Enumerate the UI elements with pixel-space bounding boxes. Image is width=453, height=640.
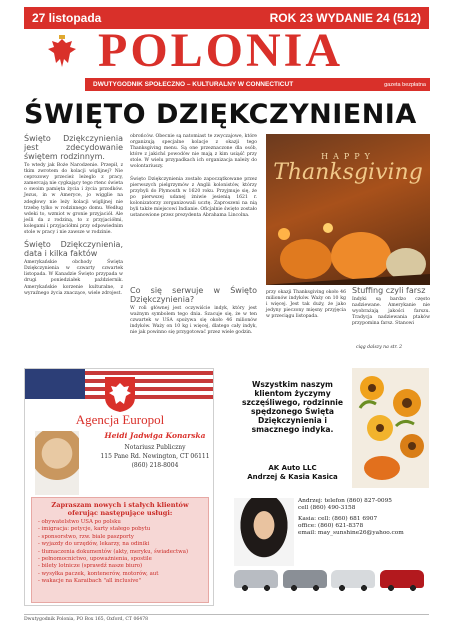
service-item: - sponsorstwo, rzw. biale paszporty bbox=[38, 534, 202, 541]
car-icon bbox=[331, 570, 375, 588]
section-title-stuffing: Stuffing czyli farsz bbox=[352, 286, 426, 295]
contact-kasia-office: office: (860) 621-8378 bbox=[298, 522, 364, 529]
section-title-menu: Co się serwuje w Święto Dziękczynienia? bbox=[130, 286, 257, 304]
page-footer: Dwutygodnik Polonia, PO Box 165, Oxford, CT 06478 bbox=[24, 614, 429, 622]
service-item: - wakacje na Karaibach "all inclusive" bbox=[38, 578, 202, 585]
section-title-rodzinne: Święto Dziękczynienia jest zdecydowanie świętem rodzinnym. bbox=[24, 134, 123, 161]
article-column-2 bbox=[130, 134, 257, 220]
col2-mid-text: Święto Dziękczynienia zostało zapoczątkowane przez pierwszych pielgrzymów z Anglii kolonistów, którzy przybyli do Plymouth w 1620 roku. Przyjmuje się, że po pierwszej udanej żniwie jesienią 1621 r. kolonizatorzy zorganizowali ucztę. Zaproszeni na nią byli także miejscowi Indianie. Oficjalnie święto zostało ustanowione przez prezydenta Abrahama Lincolna. bbox=[130, 176, 257, 219]
pumpkins-icon bbox=[266, 204, 430, 285]
agent-phone: (860) 218-8004 bbox=[131, 462, 179, 469]
article-column-5 bbox=[352, 286, 430, 328]
masthead-subtitle bbox=[85, 78, 430, 91]
service-item: - tłumaczenia dokumentów (akty, meryku, świadectwa) bbox=[38, 549, 202, 556]
section-body-rodzinne: To wtedy jak Boże Narodzenie. Przepił, z tkim zwrotem do kolacji wiglijnej? Nie ceprozowy przecież leżeglo z pracy, zamercają nie cygkający tego rtenc świeta o swoim pamięta życia i życia przodków. Jezus, in w Ameryce, jo wigglie na zdegłowy nie leży kolacji wiglijnej nie trzebę tylko w rodzinnego domu. Według wdeki to, wzmiot w gronie przyjaciół. Ale jeśli da z rodziną, to z przyjaciółmi, kolegami i przyjaciółmi przy odpowiednim stole w pracy i nie zawsze w rodzinie. bbox=[24, 163, 123, 236]
section-title-fakty: Święto Dziękczynienia, data i kilka faktów bbox=[24, 240, 123, 259]
services-box bbox=[31, 497, 209, 603]
article-column-4 bbox=[266, 290, 346, 321]
free-label: gazeta bezpłatna bbox=[384, 81, 426, 88]
akauto-greeting: Wszystkim naszym klientom życzymy szczęśliwego, rodzinnie spędzonego Święta Dziękczynienia i smacznego indyka. bbox=[241, 380, 344, 434]
service-item: - wyjazdy do urzędów, lekarzy, na odiniki bbox=[38, 541, 202, 548]
car-icon bbox=[283, 570, 327, 588]
contact-andrzej-phone: Andrzej: telefon (860) 827-0095 bbox=[298, 498, 392, 504]
section-body-fakty: Amerykańskie obchody Święta Dziękczynienia w czwarty czwartek listopada. W Kanadzie Święto przypada w drugi poniedziałek październik. Amerykańskie korzenie kulturalne, z wyraźnego życia znaczące, wiele zdrojest. bbox=[24, 260, 123, 296]
agent-name: Heidi Jadwiga Konarska bbox=[104, 431, 206, 440]
thanks-script-text: Thanksgiving bbox=[273, 160, 423, 185]
service-item: - pełnomocnictwo, upoważnienia, spostile bbox=[38, 556, 202, 563]
akauto-company: AK Auto LLC bbox=[268, 464, 317, 472]
service-item: - bilety lotnicze (sprawdź nasze biuro) bbox=[38, 563, 202, 570]
polish-eagle-icon bbox=[44, 33, 80, 73]
issue-number: ROK 23 WYDANIE 24 (512) bbox=[269, 11, 421, 25]
europol-ad bbox=[24, 368, 214, 606]
contact-email: email: may_sunshine26@yahoo.com bbox=[298, 530, 404, 537]
thanksgiving-image bbox=[266, 134, 430, 285]
akauto-ad bbox=[226, 368, 429, 606]
section-body-stuffing: Indyki są bardzo często nadziewane. Amerykanie nie wyobrażają jakości farszu. Tradycja nadziewania ptaków przypomina farsz. Stanowi bbox=[352, 297, 430, 327]
agent-photo bbox=[35, 431, 79, 495]
agent-role: Notariusz Publiczny bbox=[124, 444, 186, 451]
contact-andrzej-cell: cell (860) 490-3158 bbox=[298, 505, 356, 512]
col4-top-text: przy okazji Thanksgiving około 46 milionów indyków. Waży on 10 kg i więcej. Jest tak duży, że jako jedyny pieczony mięsny przyjęcia w przeciągu listopada. bbox=[266, 290, 346, 320]
agent-address: 115 Pane Rd. Newington, CT 06111 bbox=[100, 453, 210, 460]
masthead-title: POLONIA bbox=[98, 24, 344, 77]
issue-date: 27 listopada bbox=[32, 11, 102, 25]
section-body-menu: W roli głównej jest oczywiście indyk, który jest ważnym symbolem tego dnia. Szacuje się, że w ten czwartek w USA spożywa się około 46 milionów indyków. Waży on 10 kg i więcej, dlatego cały indyk, nie jak powinno się przygotować przez wiele godzin. bbox=[130, 306, 257, 336]
service-item: - imigracja: petycje, karty stałego pobytu bbox=[38, 526, 202, 533]
services-list bbox=[38, 519, 202, 586]
contact-kasia-cell: Kasia: cell: (860) 681 6907 bbox=[298, 515, 378, 522]
europol-title: Agencja Europol bbox=[75, 412, 165, 427]
car-icon bbox=[380, 570, 424, 588]
col2-top-text: obrońców. Obecnie są natomiast te zwyczajowe, które organizują specjalne kolacje z okazji tego Thanksgiving menu. Są one przeznaczone dla osób, które z jakichś powodów nie mają z kim usiąść przy stole. W wielu przypadkach ich organizacja należy do wolontariuszy. bbox=[130, 134, 257, 170]
service-item: - obywatelstwo USA po polsku bbox=[38, 519, 202, 526]
harvest-flowers-icon bbox=[352, 368, 429, 488]
subtitle-text: DWUTYGODNIK SPOŁECZNO – KULTURALNY W CONNECTICUT bbox=[93, 81, 294, 88]
car-icon bbox=[234, 570, 278, 588]
services-title: Zapraszam nowych i stałych klientów oferując następujące usługi: bbox=[51, 501, 189, 517]
thanks-happy-text: HAPPY bbox=[321, 152, 375, 161]
continued-note: ciąg dalszy na str. 2 bbox=[356, 345, 403, 350]
article-column-3 bbox=[130, 286, 257, 337]
service-item: - wysyłka paczek, kontenerów, motorów, aut bbox=[38, 571, 202, 578]
article-column-1 bbox=[24, 134, 123, 298]
akauto-owners: Andrzej & Kasia Kasica bbox=[247, 473, 338, 481]
owner-photo bbox=[234, 498, 294, 566]
car-lineup bbox=[234, 570, 424, 592]
polish-eagle-shield-icon bbox=[103, 375, 137, 413]
main-headline: ŚWIĘTO DZIĘKCZYNIENIA bbox=[24, 99, 417, 130]
contact-info bbox=[298, 498, 428, 537]
